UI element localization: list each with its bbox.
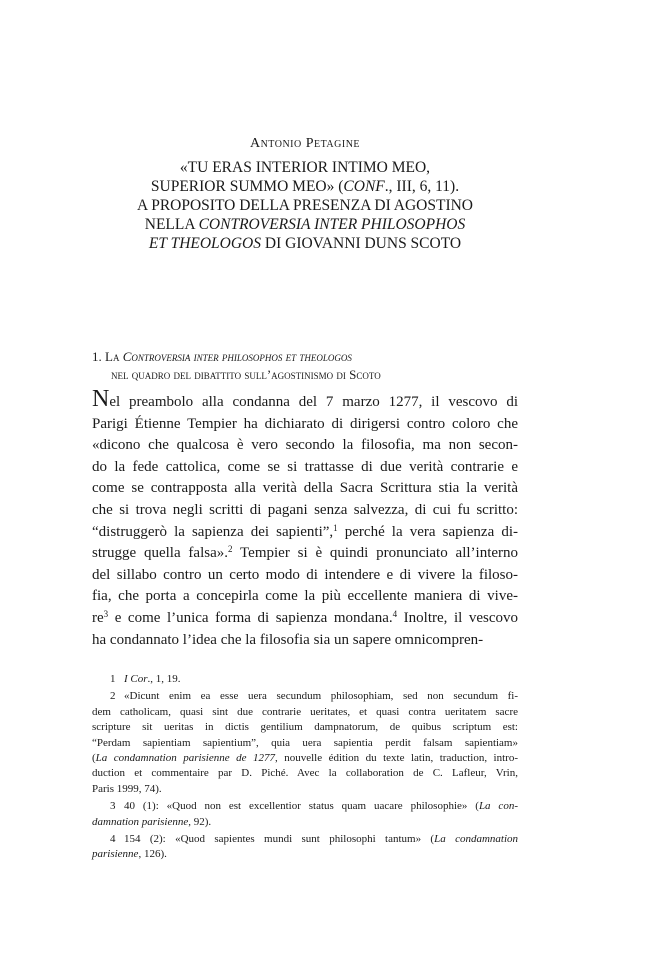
body-line: [92, 522, 518, 544]
footnote-line: [92, 815, 518, 830]
footnote-ref: 3: [103, 608, 109, 619]
footnote-number: 3: [110, 800, 116, 813]
footnote-number: 2: [110, 690, 116, 703]
text-run: fia, che porta a concepirla come la più eccellente maniera di vive-: [92, 588, 518, 605]
title-line: [92, 215, 518, 234]
body-text: [92, 386, 519, 651]
footnotes: [92, 672, 518, 865]
body-line: [92, 630, 518, 652]
text-run: dem catholicam, quasi sint due contrarie ueritates, et quasi contra ueritatem sacre: [92, 705, 518, 718]
italic-text: CONF: [343, 178, 385, 195]
text-run: scripture sit ueritas in dictis gentilium dampnatorum, de quibus scriptum est:: [92, 721, 518, 734]
body-line: [92, 478, 518, 500]
section-heading-line: [92, 366, 518, 384]
body-line: [92, 414, 518, 436]
text-run: «dicono che qualcosa è vero secondo la filosofia, ma non secon-: [92, 437, 518, 454]
title-line: [92, 196, 518, 215]
text-run: duction et commentaire par D. Piché. Avec la collaboration de C. Lafleur, Vrin,: [92, 767, 518, 780]
text-run: Inoltre, il vescovo: [397, 609, 518, 626]
text-run: «TU ERAS INTERIOR INTIMO MEO,: [179, 159, 431, 176]
text-run: ., III, 6, 11).: [384, 178, 460, 195]
footnote-line: [92, 782, 518, 797]
footnote: [92, 832, 518, 863]
text-run: «Dicunt enim ea esse uera secundum philosophiam, sed non secundum fi-: [124, 690, 518, 703]
text-run: Paris 1999, 74).: [92, 782, 162, 795]
italic-text: La condamnation parisienne de 1277: [95, 752, 275, 765]
text-run: , 126).: [138, 848, 167, 861]
text-run: el preambolo alla condanna del 7 marzo 1277, il vescovo di: [109, 394, 518, 410]
footnote-line: [92, 689, 518, 704]
text-run: 154 (2): «Quod sapientes mundi sunt philosophi tantum» (: [124, 833, 435, 846]
drop-cap: N: [92, 386, 110, 412]
footnote-line: [92, 751, 518, 766]
section-heading: [92, 348, 518, 384]
footnote-line: [92, 705, 518, 720]
text-run: “Perdam sapientiam sapientium”, quia uera sapientia perdit falsam sapientiam»: [92, 736, 518, 749]
text-run: NELLA: [144, 216, 199, 233]
text-run: (: [92, 752, 96, 765]
text-run: DI GIOVANNI DUNS SCOTO: [261, 235, 462, 252]
footnote: [92, 799, 518, 830]
footnote-number: 1: [110, 673, 116, 685]
italic-text: I Cor: [124, 673, 148, 685]
text-run: Tempier si è quindi pronunciato all’interno: [232, 545, 519, 562]
author-name: Antonio Petagine: [249, 136, 361, 151]
text-run: strugge quella falsa».: [92, 545, 229, 562]
text-run: perché la vera sapienza di-: [337, 523, 518, 540]
footnote-ref: 1: [333, 522, 338, 533]
footnote-ref: 2: [228, 544, 233, 555]
title-line: [92, 158, 518, 177]
italic-text: La condamnation: [434, 833, 519, 846]
text-run: che si trova negli scritti di pagani senza salvezza, di cui fu scritto:: [92, 501, 518, 518]
footnote: [92, 689, 518, 797]
text-run: SUPERIOR SUMMO MEO» (: [150, 178, 344, 195]
footnote-line: [92, 847, 518, 862]
body-line: [92, 543, 518, 565]
text-run: e come l’unica forma di sapienza mondana.: [108, 609, 393, 626]
italic-text: La con-: [478, 800, 518, 813]
footnote-line: [92, 720, 518, 735]
italic-text: Controversia inter philosophos et theologos: [122, 349, 352, 364]
article-title: [92, 158, 518, 253]
body-line: [92, 386, 518, 414]
text-run: 1. La: [92, 349, 123, 364]
text-run: Parigi Étienne Tempier ha dichiarato di dirigersi contro coloro che: [92, 415, 518, 432]
section-heading-line: [92, 348, 518, 366]
text-run: del sillabo contro un certo modo di intendere e di vivere la filoso-: [92, 566, 518, 583]
body-line: [92, 586, 518, 608]
title-line: [92, 177, 518, 196]
italic-text: ET THEOLOGOS: [148, 235, 262, 252]
text-run: nel quadro del dibattito sull’agostinismo di Scoto: [111, 367, 381, 382]
footnote-line: [92, 799, 518, 814]
footnote-line: [92, 736, 518, 751]
text-run: ha condannato l’idea che la filosofia sia un sapere omnicompren-: [92, 631, 484, 648]
text-run: A PROPOSITO DELLA PRESENZA DI AGOSTINO: [136, 197, 473, 214]
text-run: come se contrapposta alla verità della Sacra Scrittura stia la verità: [92, 480, 518, 497]
footnote-line: [92, 832, 518, 847]
title-line: [92, 234, 518, 253]
text-run: , 92).: [188, 815, 212, 828]
text-run: “distruggerò la sapienza dei sapienti”,: [92, 523, 334, 540]
text-run: re: [92, 609, 104, 626]
body-line: [92, 457, 518, 479]
body-line: [92, 435, 518, 457]
footnote-line: [92, 672, 518, 687]
body-line: [92, 500, 518, 522]
text-run: , nouvelle édition du texte latin, traduction, intro-: [274, 752, 518, 765]
text-run: 40 (1): «Quod non est excellentior status quam uacare philosophie» (: [124, 800, 479, 813]
italic-text: CONTROVERSIA INTER PHILOSOPHOS: [198, 216, 466, 233]
footnote-line: [92, 766, 518, 781]
footnote: [92, 672, 518, 687]
italic-text: damnation parisienne: [92, 815, 189, 828]
footnote-ref: 4: [392, 608, 398, 619]
body-line: [92, 565, 518, 587]
body-line: [92, 608, 518, 630]
text-run: do la fede cattolica, come se si trattasse di due verità contrarie e: [92, 458, 518, 475]
text-run: ., 1, 19.: [147, 673, 181, 685]
footnote-number: 4: [110, 833, 116, 846]
italic-text: parisienne: [92, 848, 139, 861]
